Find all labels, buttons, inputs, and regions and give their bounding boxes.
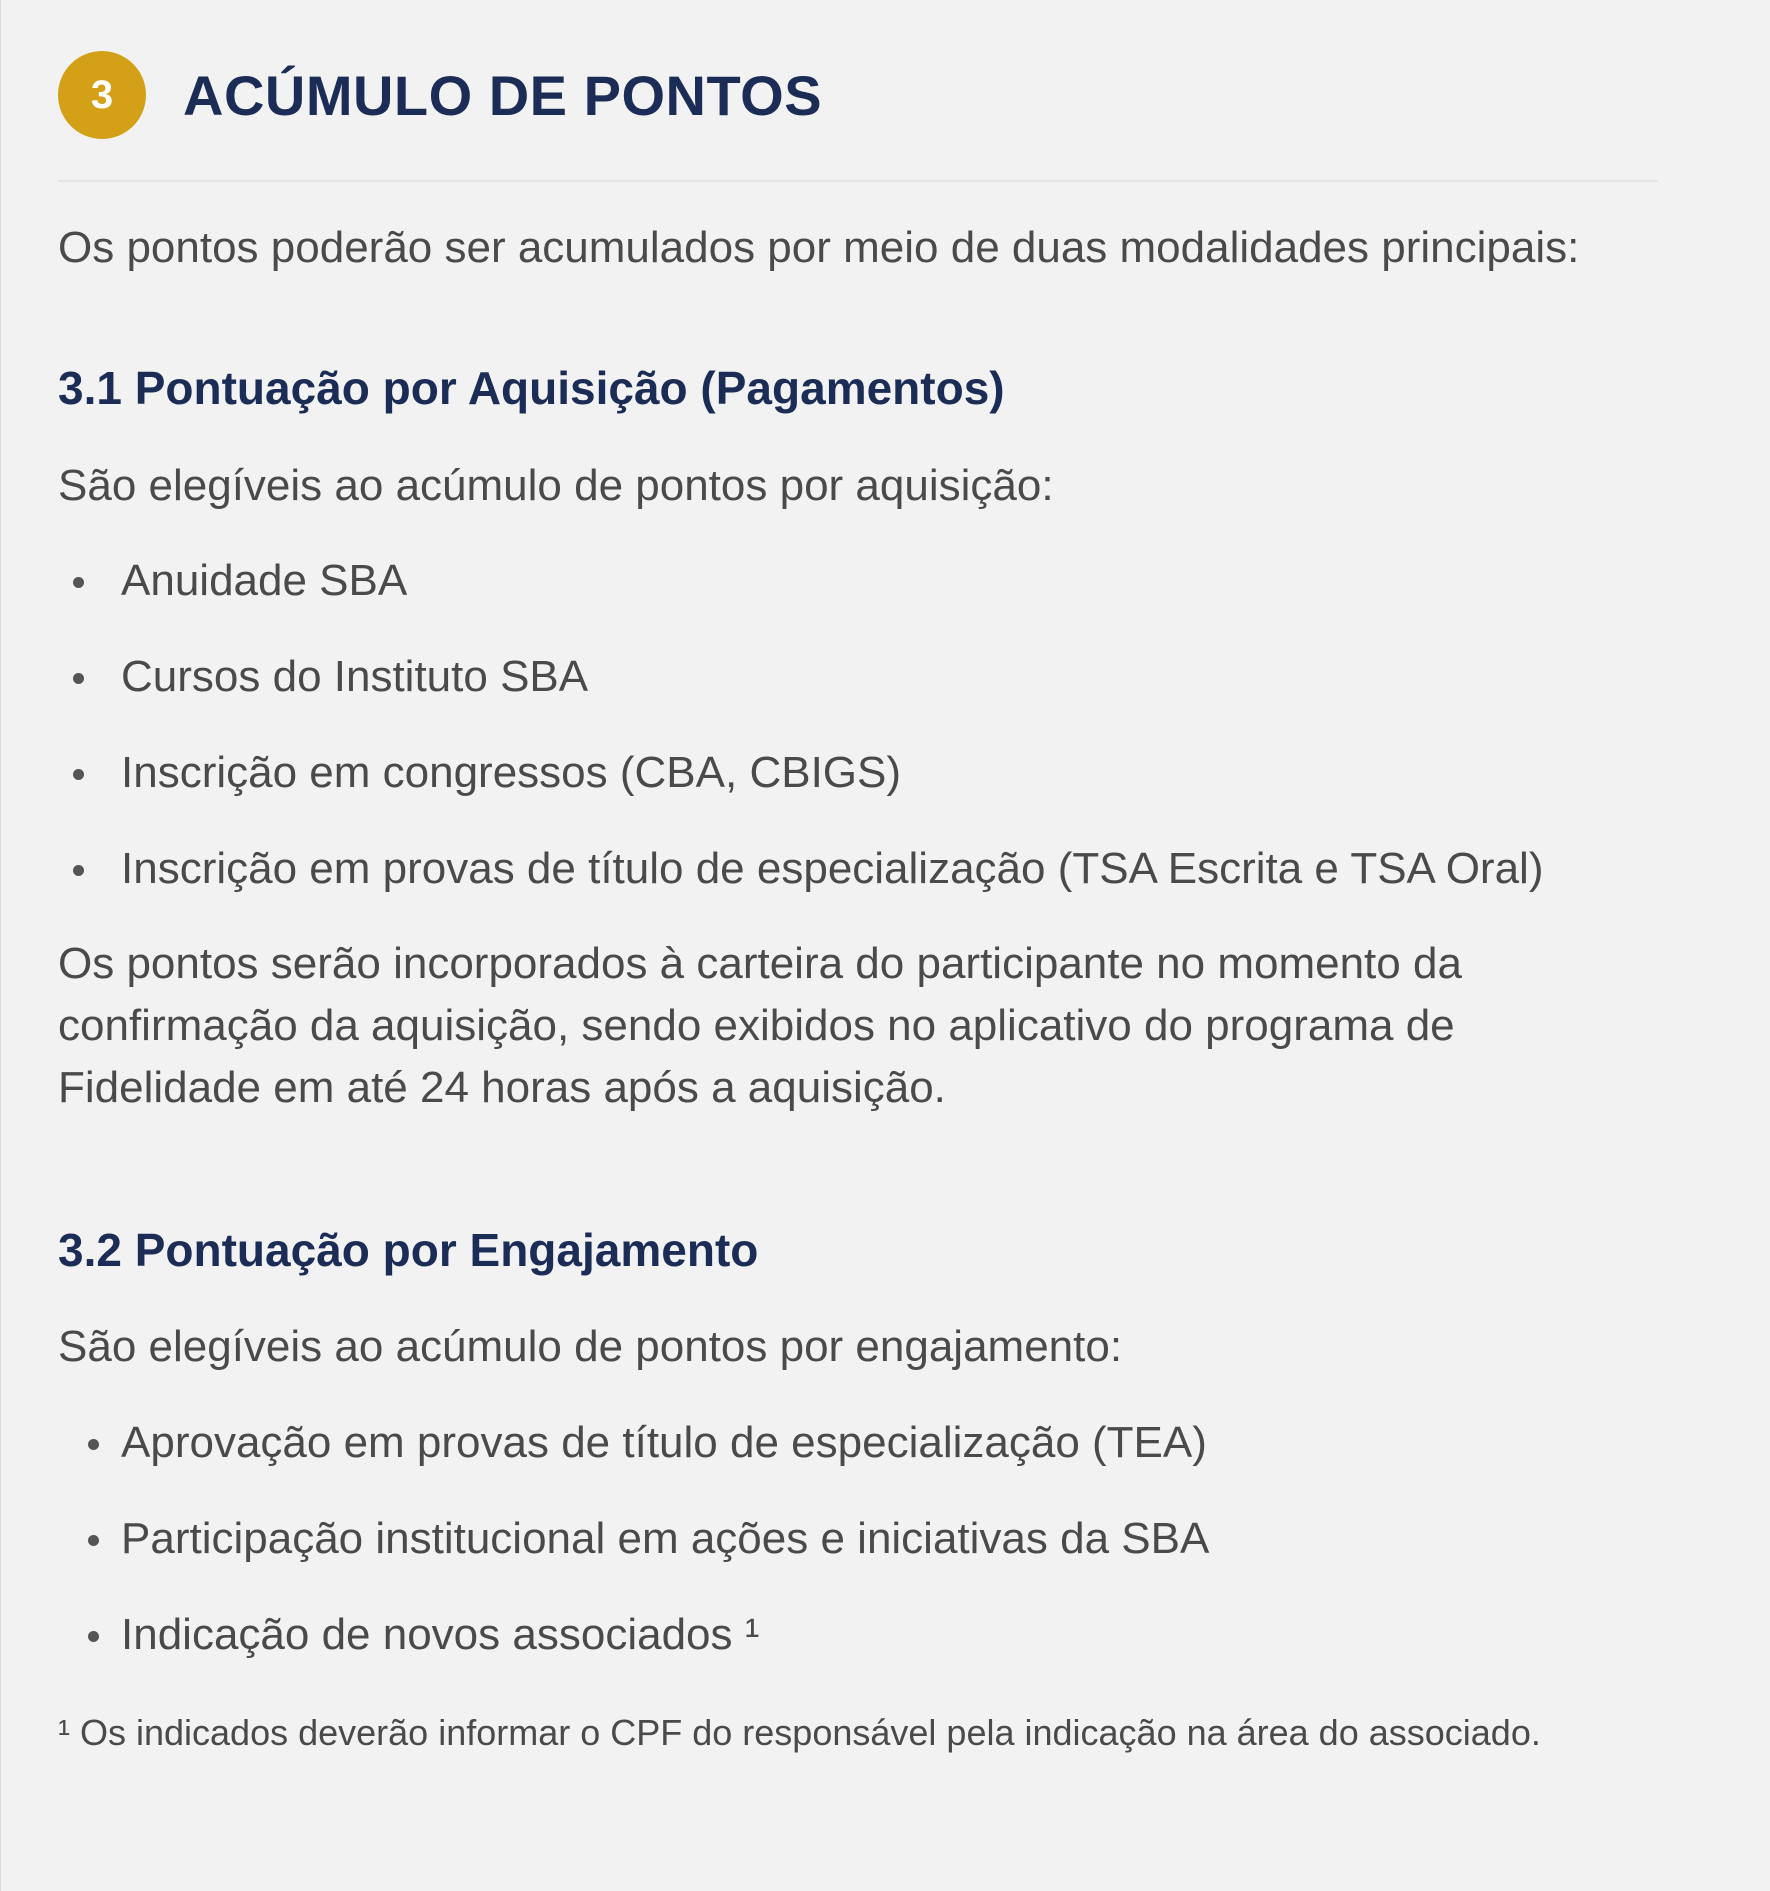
- list-item-text: Inscrição em provas de título de especialização (TSA Escrita e TSA Oral): [121, 844, 1544, 893]
- list-item-text: Inscrição em congressos (CBA, CBIGS): [121, 748, 902, 797]
- list-item: [58, 838, 1678, 934]
- header-divider: [58, 180, 1658, 182]
- footnote: ¹ Os indicados deverão informar o CPF do responsável pela indicação na área do associado.: [58, 1712, 1541, 1753]
- engagement-eligible-text: São elegíveis ao acúmulo de pontos por engajamento:: [58, 1322, 1123, 1371]
- bullet-icon: [88, 1439, 99, 1450]
- bullet-icon: [73, 769, 84, 780]
- section-header: [58, 50, 1658, 140]
- subsection-heading-engagement: 3.2 Pontuação por Engajamento: [58, 1224, 759, 1276]
- bullet-icon: [73, 577, 84, 588]
- acquisition-note: Os pontos serão incorporados à carteira do participante no momento da confirmação da aquisição, sendo exibidos no aplicativo do programa de Fidelidade em até 24 horas após a aquisição.: [58, 939, 1462, 1112]
- list-item: [58, 1412, 1678, 1508]
- list-item-text: Anuidade SBA: [121, 556, 408, 605]
- acquisition-eligible-text: São elegíveis ao acúmulo de pontos por aquisição:: [58, 461, 1054, 510]
- list-item: [58, 550, 1678, 646]
- subsection-heading-acquisition: 3.1 Pontuação por Aquisição (Pagamentos): [58, 362, 1005, 414]
- bullet-icon: [73, 673, 84, 684]
- section-number-badge: 3: [58, 51, 146, 139]
- list-item-text: Indicação de novos associados ¹: [121, 1610, 760, 1659]
- section-intro: Os pontos poderão ser acumulados por meio de duas modalidades principais:: [58, 223, 1580, 272]
- bullet-icon: [88, 1631, 99, 1642]
- list-item-text: Aprovação em provas de título de especialização (TEA): [121, 1418, 1207, 1467]
- acquisition-list: [58, 550, 1678, 934]
- engagement-list: [58, 1412, 1678, 1700]
- list-item: [58, 1604, 1678, 1700]
- list-item: [58, 742, 1678, 838]
- section-title: ACÚMULO DE PONTOS: [183, 63, 823, 127]
- list-item-text: Participação institucional em ações e iniciativas da SBA: [121, 1514, 1210, 1563]
- bullet-icon: [73, 865, 84, 876]
- bullet-icon: [88, 1535, 99, 1546]
- list-item: [58, 646, 1678, 742]
- document-page: [1, 0, 1770, 1891]
- list-item-text: Cursos do Instituto SBA: [121, 652, 589, 701]
- list-item: [58, 1508, 1678, 1604]
